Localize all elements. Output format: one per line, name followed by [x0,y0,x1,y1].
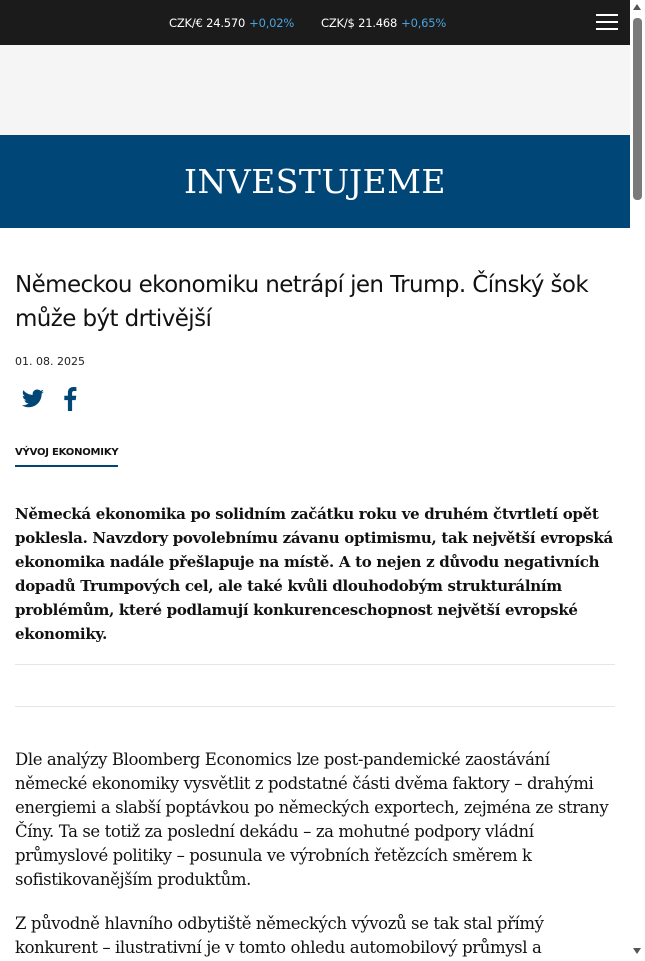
twitter-icon[interactable] [21,387,45,411]
ad-placeholder [0,45,630,135]
scrollbar-thumb[interactable] [633,18,642,200]
article-paragraph: Z původně hlavního odbytiště německých vývozů se tak stal přímý konkurent – ilustrativní je v tomto ohledu automobilový průmysl a [15,914,544,957]
ticker-eur [169,16,294,30]
article-title: Německou ekonomiku netrápí jen Trump. Čínský šok může být drtivější [15,272,589,332]
currency-ticker-bar [0,0,630,45]
ticker-usd [321,16,446,30]
ticker-usd-pair: CZK/$ 21.468 [321,16,398,30]
scroll-up-arrow-icon[interactable] [633,4,641,10]
article-lead: Německá ekonomika po solidním začátku roku ve druhém čtvrtletí opět poklesla. Navzdory povolebnímu závanu optimismu, tak největší evropská ekonomika nadále přešlapuje na místě. A to nejen z důvodu negativních dopadů Trumpových cel, ale také kvůli dlouhodobým strukturálním problémům, které podlamují konkurenceschopnost největší evropské ekonomiky. [15,505,613,643]
article-date: 01. 08. 2025 [15,355,85,368]
facebook-icon[interactable] [63,387,77,411]
scroll-down-arrow-icon[interactable] [633,948,641,954]
divider [15,664,615,665]
hamburger-menu-icon[interactable] [596,14,618,32]
ticker-eur-change: +0,02% [249,16,295,30]
divider [15,706,615,707]
site-logo[interactable]: INVESTUJEME [183,162,447,201]
category-tag[interactable]: VÝVOJ EKONOMIKY [15,447,118,467]
article-paragraph: Dle analýzy Bloomberg Economics lze post-pandemické zaostávání německé ekonomiky vysvětlit z podstatné části dvěma faktory – drahými energiemi a slabší poptávkou po německých exportech, zejména ze strany Číny. Ta se totiž za poslední dekádu – za mohutné podpory vládní průmyslové politiky – posunula ve výrobních řetězcích směrem k sofistikovanějším produktům. [15,750,609,889]
ticker-eur-pair: CZK/€ 24.570 [169,16,246,30]
ticker-usd-change: +0,65% [401,16,447,30]
